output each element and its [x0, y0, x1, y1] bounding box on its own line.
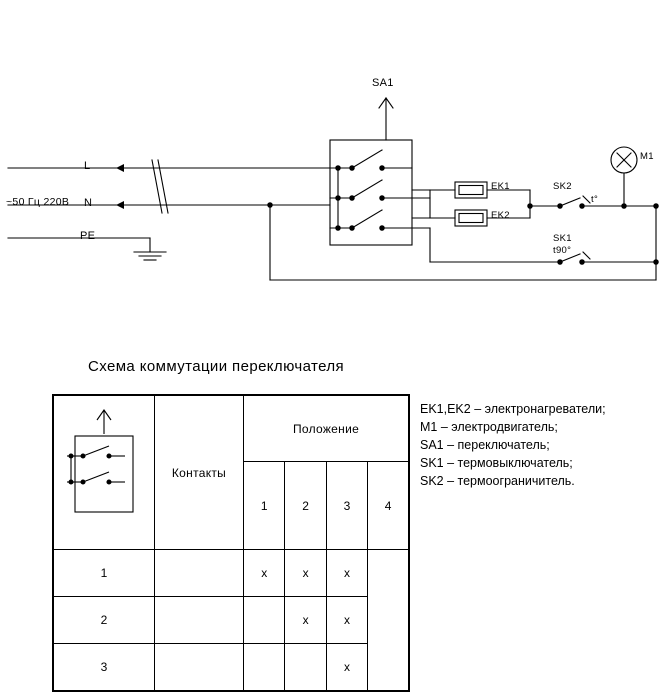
heater-label-ek1: EK1	[491, 181, 510, 192]
terminal-label-l: L	[84, 160, 91, 172]
position-col-1: 1	[244, 462, 285, 550]
legend-line-1: EK1,EK2 – электронагреватели;	[420, 402, 606, 416]
cell-r3-p1	[155, 644, 244, 692]
cell-r1-p3: x	[285, 550, 326, 597]
position-col-4: 4	[368, 462, 409, 550]
legend-line-5: SK2 – термоограничитель.	[420, 474, 575, 488]
motor-label-m1: M1	[640, 151, 654, 162]
thermo-switch-note: t90°	[553, 245, 572, 256]
terminal-label-n: N	[84, 197, 93, 209]
switch-label-sa1: SA1	[372, 77, 394, 89]
cell-r3-p2	[244, 644, 285, 692]
legend-line-4: SK1 – термовыключатель;	[420, 456, 573, 470]
cell-r3-p3	[285, 644, 326, 692]
legend-line-2: M1 – электродвигатель;	[420, 420, 558, 434]
switch-symbol-graphic	[55, 396, 153, 546]
cell-r2-p2	[244, 597, 285, 644]
switch-symbol-cell	[53, 395, 155, 550]
thermo-switch-tag-sk1: SK1	[553, 233, 572, 244]
header-position: Положение	[244, 395, 410, 462]
row-contact-label: 1	[53, 550, 155, 597]
legend-line-3: SA1 – переключатель;	[420, 438, 550, 452]
supply-label: ~50 Гц 220В	[6, 196, 70, 208]
cell-r2-p4: x	[326, 597, 367, 644]
cell-r1-p4: x	[326, 550, 367, 597]
thermo-limiter-tag-sk2: SK2	[553, 181, 572, 192]
heater-label-ek2: EK2	[491, 210, 510, 221]
position-col-3: 3	[326, 462, 367, 550]
table-title: Схема коммутации переключателя	[88, 358, 345, 375]
thermo-limiter-note: t°	[591, 194, 599, 205]
cell-r2-p1	[155, 597, 244, 644]
cell-r3-p4: x	[326, 644, 367, 692]
header-contacts: Контакты	[155, 395, 244, 550]
position-col-2: 2	[285, 462, 326, 550]
switch-commutation-table	[52, 394, 410, 692]
wiring-schematic	[0, 0, 662, 330]
cell-r1-p2: x	[244, 550, 285, 597]
legend	[420, 400, 606, 490]
terminal-label-pe: PE	[80, 230, 96, 242]
row-contact-label: 3	[53, 644, 155, 692]
table-row	[53, 550, 409, 597]
table-row	[53, 644, 409, 692]
cell-r2-p3: x	[285, 597, 326, 644]
cell-r1-p1	[155, 550, 244, 597]
row-contact-label: 2	[53, 597, 155, 644]
table-row	[53, 597, 409, 644]
